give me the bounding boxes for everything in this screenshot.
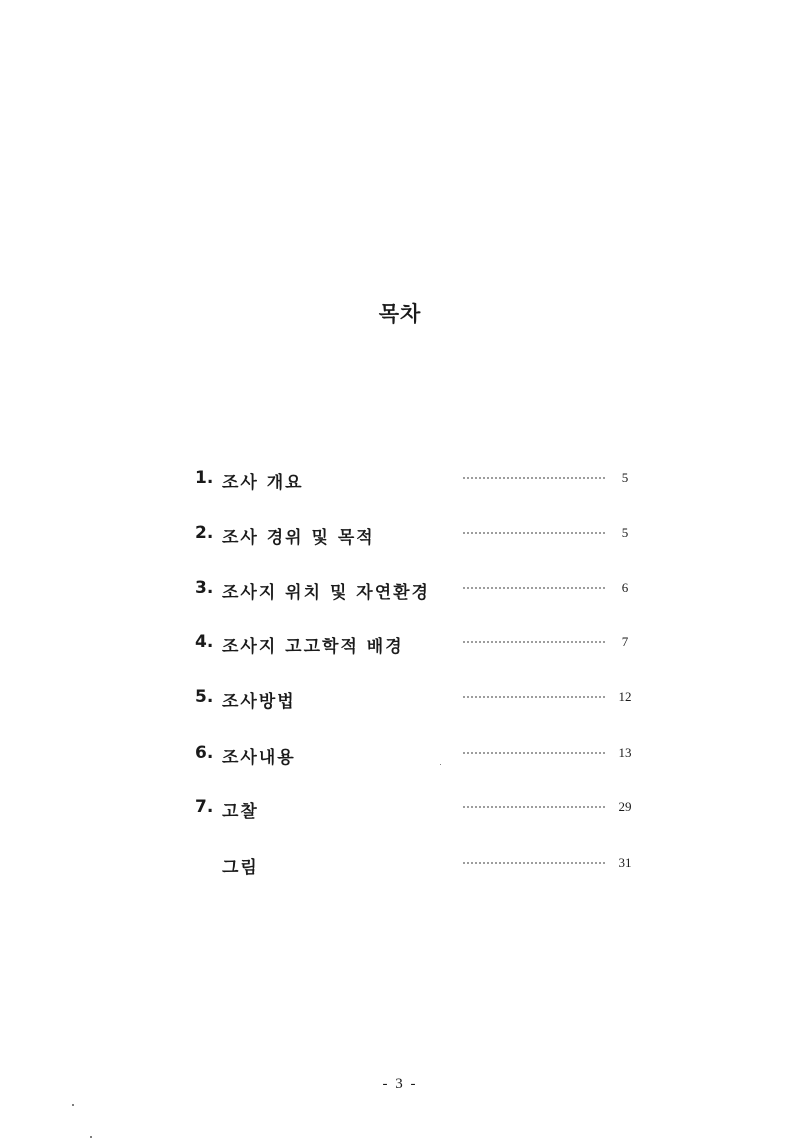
- toc-entry-page: 13: [618, 745, 632, 760]
- toc-dot-leader: [462, 696, 605, 698]
- toc-entry-label: 조사방법: [222, 692, 296, 712]
- toc-entry: [0, 632, 800, 662]
- toc-entry-label: 그림: [222, 858, 259, 878]
- toc-entry: [0, 468, 800, 498]
- toc-entry-label: 고찰: [222, 802, 259, 822]
- scan-speck: [440, 764, 441, 765]
- toc-entry-number: 3.: [195, 578, 214, 598]
- toc-entry-page: 5: [621, 525, 629, 540]
- toc-entry-page: 5: [621, 470, 629, 485]
- toc-dot-leader: [462, 752, 605, 754]
- toc-entry-number: 2.: [195, 523, 214, 543]
- toc-entry-page: 7: [621, 634, 629, 649]
- scan-speck: [90, 1136, 92, 1138]
- toc-entry-label: 조사 개요: [222, 473, 304, 493]
- toc-entry-number: 5.: [195, 687, 214, 707]
- toc-dot-leader: [462, 477, 605, 479]
- toc-entry-number: 1.: [195, 468, 214, 488]
- toc-entry: [0, 853, 800, 883]
- toc-dot-leader: [462, 641, 605, 643]
- toc-entry-number: 4.: [195, 632, 214, 652]
- toc-dot-leader: [462, 806, 605, 808]
- toc-entry-page: 29: [618, 799, 632, 814]
- toc-entry-page: 6: [621, 580, 629, 595]
- toc-dot-leader: [462, 532, 605, 534]
- page-title: 목차: [378, 302, 422, 326]
- toc-entry: [0, 578, 800, 608]
- toc-entry: [0, 687, 800, 717]
- toc-entry-label: 조사 경위 및 목적: [222, 528, 375, 548]
- toc-entry: [0, 797, 800, 827]
- toc-entry-label: 조사내용: [222, 748, 296, 768]
- toc-dot-leader: [462, 587, 605, 589]
- toc-entry-page: 12: [618, 689, 632, 704]
- page-number: - 3 -: [382, 1076, 418, 1092]
- scan-speck: [72, 1104, 74, 1106]
- toc-entry: [0, 523, 800, 553]
- toc-entry-number: 7.: [195, 797, 214, 817]
- toc-entry-page: 31: [618, 855, 632, 870]
- toc-entry-number: 6.: [195, 743, 214, 763]
- toc-entry: [0, 743, 800, 773]
- toc-entry-label: 조사지 고고학적 배경: [222, 637, 404, 657]
- toc-dot-leader: [462, 862, 605, 864]
- toc-entry-label: 조사지 위치 및 자연환경: [222, 583, 430, 603]
